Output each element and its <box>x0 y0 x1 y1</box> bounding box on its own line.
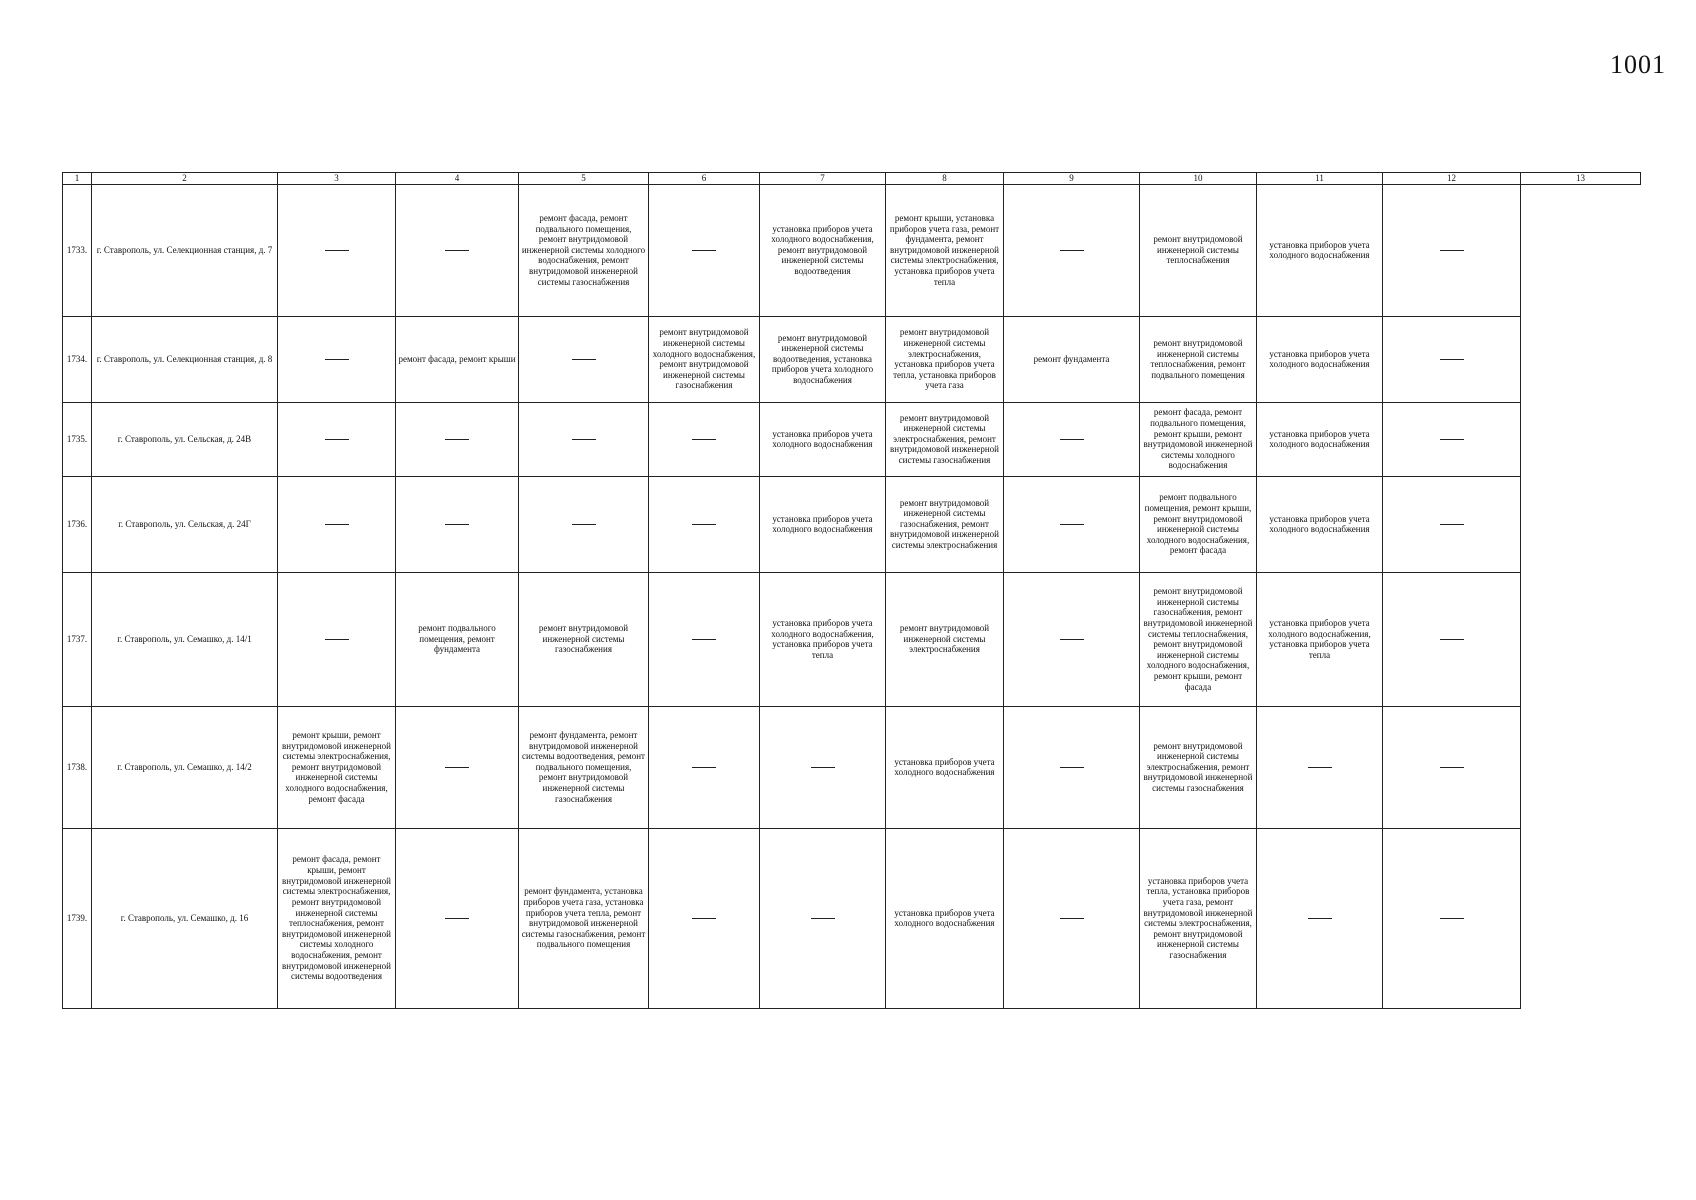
row-number: 1735. <box>63 402 92 476</box>
empty-dash <box>692 250 716 251</box>
empty-cell <box>649 476 760 572</box>
work-cell: ремонт внутридомовой инженерной системы газоснабжения, ремонт внутридомовой инженерной системы электроснабжения <box>886 476 1004 572</box>
empty-dash <box>692 639 716 640</box>
empty-cell <box>649 184 760 316</box>
address-cell: г. Ставрополь, ул. Сельская, д. 24В <box>92 402 278 476</box>
address-cell: г. Ставрополь, ул. Семашко, д. 14/2 <box>92 706 278 828</box>
column-number: 1 <box>63 173 92 185</box>
row-number: 1733. <box>63 184 92 316</box>
column-number: 12 <box>1383 173 1521 185</box>
empty-dash <box>1060 250 1084 251</box>
work-cell: ремонт внутридомовой инженерной системы газоснабжения <box>519 572 649 706</box>
empty-dash <box>445 918 469 919</box>
empty-cell <box>649 706 760 828</box>
empty-dash <box>1060 524 1084 525</box>
column-number: 10 <box>1140 173 1257 185</box>
empty-dash <box>1440 439 1464 440</box>
row-number: 1739. <box>63 828 92 1008</box>
empty-dash <box>1308 918 1332 919</box>
empty-cell <box>1004 476 1140 572</box>
empty-cell <box>1004 402 1140 476</box>
empty-dash <box>325 439 349 440</box>
row-number: 1736. <box>63 476 92 572</box>
address-cell: г. Ставрополь, ул. Селекционная станция, д. 8 <box>92 316 278 402</box>
work-cell: ремонт фасада, ремонт подвального помещения, ремонт внутридомовой инженерной системы холодного водоснабжения, ремонт внутридомовой инженерной системы газоснабжения <box>519 184 649 316</box>
empty-cell <box>1004 184 1140 316</box>
empty-cell <box>1383 572 1521 706</box>
empty-dash <box>325 524 349 525</box>
work-cell: ремонт внутридомовой инженерной системы теплоснабжения, ремонт подвального помещения <box>1140 316 1257 402</box>
table-row <box>63 402 1641 476</box>
table-row <box>63 476 1641 572</box>
empty-cell <box>278 572 396 706</box>
work-cell: ремонт фундамента, установка приборов учета газа, установка приборов учета тепла, ремонт внутридомовой инженерной системы газоснабжения, ремонт подвального помещения <box>519 828 649 1008</box>
empty-dash <box>692 524 716 525</box>
work-cell: установка приборов учета тепла, установка приборов учета газа, ремонт внутридомовой инженерной системы электроснабжения, ремонт внутридомовой инженерной системы газоснабжения <box>1140 828 1257 1008</box>
table-row <box>63 828 1641 1008</box>
empty-dash <box>1440 639 1464 640</box>
empty-dash <box>1308 767 1332 768</box>
work-cell: ремонт фасада, ремонт крыши, ремонт внутридомовой инженерной системы электроснабжения, ремонт внутридомовой инженерной системы теплоснабжения, ремонт внутридомовой инженерной системы холодного водоснабжения, ремонт внутридомовой инженерной системы водоотведения <box>278 828 396 1008</box>
work-cell: ремонт внутридомовой инженерной системы электроснабжения <box>886 572 1004 706</box>
empty-cell <box>278 316 396 402</box>
empty-cell <box>396 706 519 828</box>
work-cell: ремонт фундамента, ремонт внутридомовой инженерной системы водоотведения, ремонт подвального помещения, ремонт внутридомовой инженерной системы газоснабжения <box>519 706 649 828</box>
work-cell: ремонт внутридомовой инженерной системы электроснабжения, установка приборов учета тепла, установка приборов учета газа <box>886 316 1004 402</box>
empty-cell <box>1004 706 1140 828</box>
empty-cell <box>1383 706 1521 828</box>
address-cell: г. Ставрополь, ул. Семашко, д. 14/1 <box>92 572 278 706</box>
empty-dash <box>325 359 349 360</box>
empty-cell <box>1383 316 1521 402</box>
work-cell: установка приборов учета холодного водоснабжения, установка приборов учета тепла <box>1257 572 1383 706</box>
empty-cell <box>760 706 886 828</box>
address-cell: г. Ставрополь, ул. Селекционная станция, д. 7 <box>92 184 278 316</box>
empty-cell <box>1383 402 1521 476</box>
empty-dash <box>1440 524 1464 525</box>
work-cell: установка приборов учета холодного водоснабжения, установка приборов учета тепла <box>760 572 886 706</box>
empty-cell <box>649 828 760 1008</box>
empty-cell <box>760 828 886 1008</box>
page-number: 1001 <box>1610 50 1666 79</box>
empty-cell <box>278 402 396 476</box>
empty-cell <box>396 184 519 316</box>
work-cell: ремонт внутридомовой инженерной системы водоотведения, установка приборов учета холодного водоснабжения <box>760 316 886 402</box>
empty-cell <box>396 402 519 476</box>
empty-dash <box>325 250 349 251</box>
work-cell: ремонт подвального помещения, ремонт крыши, ремонт внутридомовой инженерной системы холодного водоснабжения, ремонт фасада <box>1140 476 1257 572</box>
empty-dash <box>445 524 469 525</box>
work-cell: ремонт фасада, ремонт подвального помещения, ремонт крыши, ремонт внутридомовой инженерной системы холодного водоснабжения <box>1140 402 1257 476</box>
table-row <box>63 706 1641 828</box>
row-number: 1737. <box>63 572 92 706</box>
work-cell: ремонт внутридомовой инженерной системы электроснабжения, ремонт внутридомовой инженерной системы газоснабжения <box>886 402 1004 476</box>
column-number: 13 <box>1521 173 1641 185</box>
empty-dash <box>1440 359 1464 360</box>
table-row <box>63 316 1641 402</box>
work-cell: установка приборов учета холодного водоснабжения <box>1257 402 1383 476</box>
empty-cell <box>1383 184 1521 316</box>
column-number: 5 <box>519 173 649 185</box>
address-cell: г. Ставрополь, ул. Семашко, д. 16 <box>92 828 278 1008</box>
column-number: 11 <box>1257 173 1383 185</box>
address-cell: г. Ставрополь, ул. Сельская, д. 24Г <box>92 476 278 572</box>
empty-dash <box>1060 767 1084 768</box>
table-body <box>63 173 1641 1009</box>
work-cell: ремонт крыши, установка приборов учета газа, ремонт фундамента, ремонт внутридомовой инженерной системы электроснабжения, установка приборов учета тепла <box>886 184 1004 316</box>
column-number: 7 <box>760 173 886 185</box>
empty-dash <box>1060 918 1084 919</box>
empty-dash <box>811 918 835 919</box>
empty-dash <box>1440 767 1464 768</box>
empty-dash <box>1440 918 1464 919</box>
work-cell: установка приборов учета холодного водоснабжения <box>886 706 1004 828</box>
row-number: 1738. <box>63 706 92 828</box>
work-cell: ремонт внутридомовой инженерной системы холодного водоснабжения, ремонт внутридомовой инженерной системы газоснабжения <box>649 316 760 402</box>
empty-cell <box>1257 706 1383 828</box>
column-number: 3 <box>278 173 396 185</box>
work-cell: ремонт крыши, ремонт внутридомовой инженерной системы электроснабжения, ремонт внутридомовой инженерной системы холодного водоснабжения, ремонт фасада <box>278 706 396 828</box>
empty-cell <box>278 184 396 316</box>
empty-cell <box>519 402 649 476</box>
empty-dash <box>1060 639 1084 640</box>
empty-cell <box>396 828 519 1008</box>
work-cell: установка приборов учета холодного водоснабжения <box>886 828 1004 1008</box>
empty-dash <box>692 767 716 768</box>
column-number: 6 <box>649 173 760 185</box>
empty-dash <box>572 359 596 360</box>
column-number: 4 <box>396 173 519 185</box>
work-cell: установка приборов учета холодного водоснабжения <box>1257 184 1383 316</box>
work-cell: установка приборов учета холодного водоснабжения, ремонт внутридомовой инженерной системы водоотведения <box>760 184 886 316</box>
work-cell: ремонт внутридомовой инженерной системы электроснабжения, ремонт внутридомовой инженерной системы газоснабжения <box>1140 706 1257 828</box>
work-cell: ремонт подвального помещения, ремонт фундамента <box>396 572 519 706</box>
work-cell: установка приборов учета холодного водоснабжения <box>1257 316 1383 402</box>
empty-dash <box>692 439 716 440</box>
table-row <box>63 572 1641 706</box>
empty-dash <box>1440 250 1464 251</box>
work-cell: ремонт фундамента <box>1004 316 1140 402</box>
empty-cell <box>649 572 760 706</box>
work-cell: установка приборов учета холодного водоснабжения <box>1257 476 1383 572</box>
empty-cell <box>1257 828 1383 1008</box>
empty-dash <box>811 767 835 768</box>
empty-dash <box>572 524 596 525</box>
column-number: 9 <box>1004 173 1140 185</box>
empty-dash <box>445 439 469 440</box>
empty-cell <box>519 476 649 572</box>
empty-cell <box>519 316 649 402</box>
empty-dash <box>1060 439 1084 440</box>
empty-cell <box>649 402 760 476</box>
column-number: 2 <box>92 173 278 185</box>
empty-cell <box>278 476 396 572</box>
work-cell: ремонт фасада, ремонт крыши <box>396 316 519 402</box>
work-cell: ремонт внутридомовой инженерной системы газоснабжения, ремонт внутридомовой инженерной системы теплоснабжения, ремонт внутридомовой инженерной системы холодного водоснабжения, ремонт крыши, ремонт фасада <box>1140 572 1257 706</box>
empty-dash <box>445 250 469 251</box>
empty-dash <box>325 639 349 640</box>
table-row <box>63 184 1641 316</box>
work-cell: установка приборов учета холодного водоснабжения <box>760 476 886 572</box>
column-number-row <box>63 173 1641 185</box>
empty-cell <box>1383 476 1521 572</box>
work-cell: ремонт внутридомовой инженерной системы теплоснабжения <box>1140 184 1257 316</box>
empty-cell <box>1004 572 1140 706</box>
row-number: 1734. <box>63 316 92 402</box>
empty-cell <box>1004 828 1140 1008</box>
empty-cell <box>1383 828 1521 1008</box>
empty-dash <box>445 767 469 768</box>
column-number: 8 <box>886 173 1004 185</box>
work-cell: установка приборов учета холодного водоснабжения <box>760 402 886 476</box>
register-table <box>62 172 1641 1009</box>
empty-cell <box>396 476 519 572</box>
empty-dash <box>572 439 596 440</box>
empty-dash <box>692 918 716 919</box>
